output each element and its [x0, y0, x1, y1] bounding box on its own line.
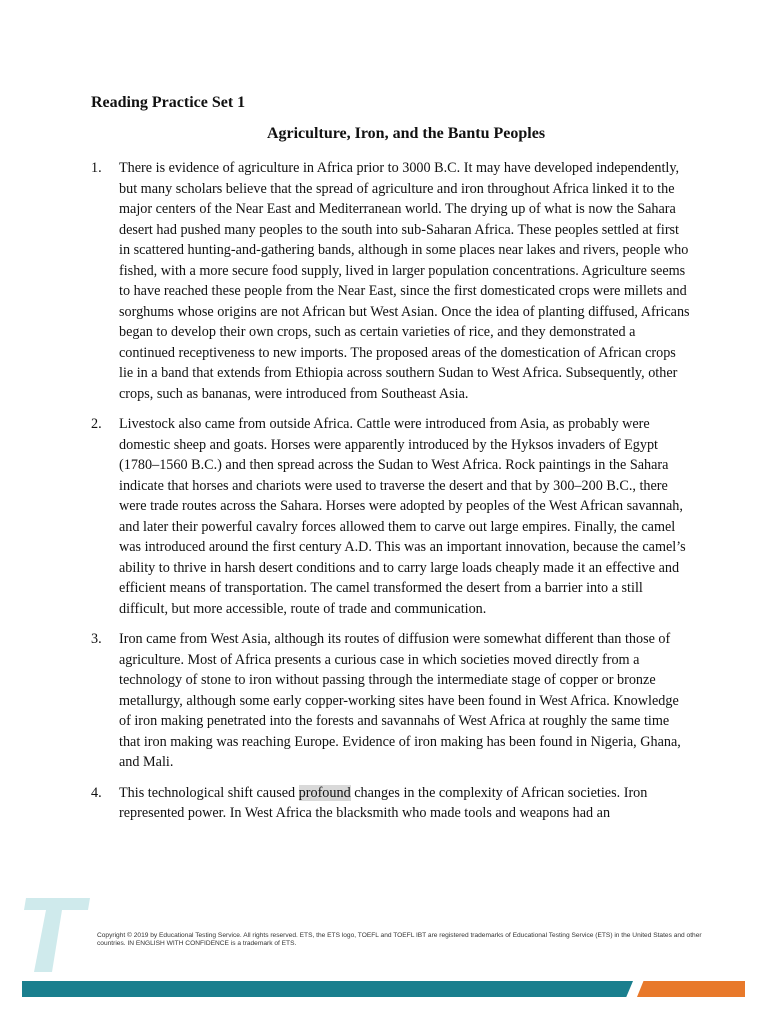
paragraph-number: 2. [91, 416, 102, 432]
paragraph-number: 4. [91, 784, 102, 801]
copyright-notice: Copyright © 2019 by Educational Testing Service. All rights reserved. ETS, the ETS logo, TOEFL and TOEFL IBT are registered trademarks of Educational Testing Service (ETS) in the United States and other countries. IN ENGLISH WITH CONFIDENCE is a trademark of ETS. [97, 932, 702, 947]
highlighted-word[interactable]: profound [298, 784, 351, 801]
ets-t-logo-icon [22, 895, 92, 975]
paragraph-4 [91, 783, 691, 824]
paragraph-number: 3. [91, 631, 102, 647]
logo-bar-shape [24, 898, 90, 910]
paragraph-text-before: This technological shift caused [119, 784, 299, 801]
paragraph-text: Iron came from West Asia, although its routes of diffusion were somewhat different than those of agriculture. Most of Africa presents a curious case in which societies moved directly from a technology of stone to iron without passing through the intermediate stage of copper or bronze metallurgy, although some early copper-working sites have been found in West Africa. Knowledge of iron making penetrated into the forests and savannahs of West Africa at roughly the same time that iron making was reaching Europe. Evidence of iron making has been found in Nigeria, Ghana, and Mali. [119, 631, 681, 770]
paragraph-list [91, 158, 691, 834]
footer-orange-bar [637, 981, 745, 997]
paragraph-3 [91, 629, 691, 773]
logo-stem-shape [34, 910, 62, 972]
paragraph-2 [91, 414, 691, 619]
paragraph-number: 1. [91, 160, 102, 176]
page-title: Agriculture, Iron, and the Bantu Peoples [266, 125, 546, 142]
paragraph-text [119, 785, 647, 822]
paragraph-text-after: changes in the complexity of African societies. Iron represented power. In West Africa the blacksmith who made tools and weapons had an [119, 784, 648, 821]
paragraph-1 [91, 158, 691, 404]
set-title: Reading Practice Set 1 [91, 94, 246, 111]
paragraph-text: There is evidence of agriculture in Africa prior to 3000 B.C. It may have developed independently, but many scholars believe that the spread of agriculture and iron throughout Africa linked it to the major centers of the Near East and Mediterranean world. The drying up of what is now the Sahara desert had pushed many peoples to the south into sub-Saharan Africa. These peoples settled at first in scattered hunting-and-gathering bands, although in some places near lakes and rivers, people who fished, with a more secure food supply, lived in larger population concentrations. Agriculture seems to have reached these people from the Near East, since the first domesticated crops were millets and sorghums whose origins are not African but West Asian. Once the idea of planting diffused, Africans began to develop their own crops, such as certain varieties of rice, and they demonstrated a continued receptiveness to new imports. The proposed areas of the domestication of African crops lie in a band that extends from Ethiopia across southern Sudan to West Africa. Subsequently, other crops, such as bananas, were introduced from Southeast Asia. [119, 160, 690, 402]
paragraph-text: Livestock also came from outside Africa. Cattle were introduced from Asia, as probably were domestic sheep and goats. Horses were apparently introduced by the Hyksos invaders of Egypt (1780–1560 B.C.) and then spread across the Sudan to West Africa. Rock paintings in the Sahara indicate that horses and chariots were used to traverse the desert and that by 300–200 B.C., there were trade routes across the Sahara. Horses were adopted by peoples of the West African savannah, and later their powerful cavalry forces allowed them to carve out large empires. Finally, the camel was introduced around the first century A.D. This was an important innovation, because the camel’s ability to thrive in harsh desert conditions and to carry large loads cheaply made it an effective and efficient means of transportation. The camel transformed the desert from a barrier into a still difficult, but more accessible, route of trade and communication. [119, 416, 686, 617]
footer-teal-bar [22, 981, 633, 997]
